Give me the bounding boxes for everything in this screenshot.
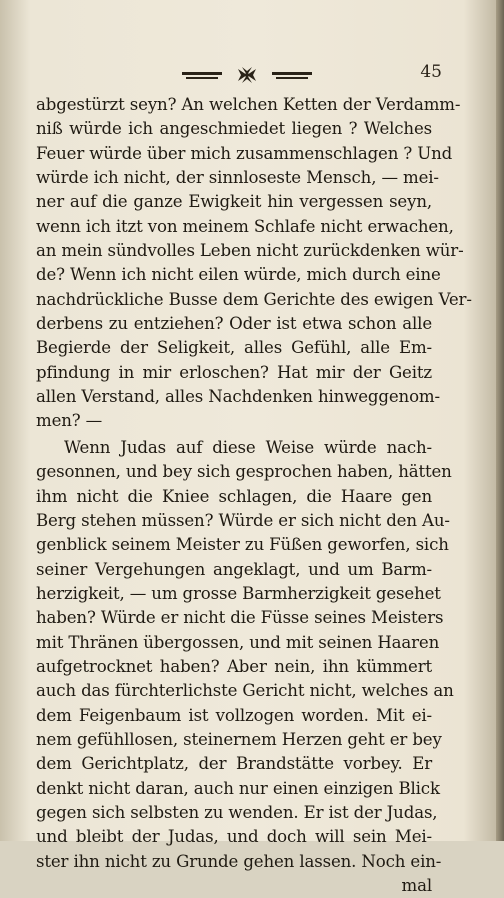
- paragraph: [36, 93, 472, 434]
- text-line: abgestürzt seyn? An welchen Ketten der Verdamm-: [36, 95, 461, 114]
- text-line: denkt nicht daran, auch nur einen einzigen Blick: [36, 778, 440, 798]
- text-line: de? Wenn ich nicht eilen würde, mich durch eine: [36, 265, 441, 285]
- text-line: an mein sündvolles Leben nicht zurückdenken wür-: [36, 241, 464, 261]
- text-line: auch das fürchterlichste Gericht nicht, welches an: [36, 681, 454, 701]
- text-line: derbens zu entziehen? Oder ist etwa schon alle: [36, 314, 432, 334]
- text-line: herzigkeit, — um grosse Barmherzigkeit gesehet: [36, 583, 441, 603]
- text-line: pfindung in mir erloschen? Hat mir der Geitz: [36, 362, 432, 382]
- text-line: dem Gerichtplatz, der Brandstätte vorbey. Er: [36, 754, 432, 774]
- text-line: gegen sich selbsten zu wenden. Er ist der Judas,: [36, 802, 438, 822]
- text-line: seiner Vergehungen angeklagt, und um Barm-: [36, 559, 432, 579]
- text-line: ner auf die ganze Ewigkeit hin vergessen seyn,: [36, 192, 432, 212]
- text-line: men? —: [36, 411, 103, 431]
- text-line: Begierde der Seligkeit, alles Gefühl, alle Em-: [36, 338, 432, 358]
- text-line: gesonnen, und bey sich gesprochen haben, hätten: [36, 462, 452, 482]
- text-line: Wenn Judas auf diese Weise würde nach-: [64, 437, 432, 457]
- text-line: nem gefühllosen, steinernem Herzen geht er bey: [36, 729, 442, 749]
- text-line: Feuer würde über mich zusammenschlagen ? Und: [36, 143, 453, 163]
- text-line: mit Thränen übergossen, und mit seinen Haaren: [36, 632, 440, 652]
- text-line: wenn ich itzt von meinem Schlafe nicht erwachen,: [36, 216, 454, 236]
- text-line: ihm nicht die Kniee schlagen, die Haare gen: [36, 486, 432, 506]
- text-line: Berg stehen müssen? Würde er sich nicht den Au-: [36, 510, 450, 530]
- ornament-divider-icon: [182, 66, 312, 84]
- body-text: [36, 93, 472, 898]
- page-edge: [496, 0, 504, 841]
- text-line: dem Feigenbaum ist vollzogen worden. Mit ei-: [36, 705, 432, 725]
- text-line: und bleibt der Judas, und doch will sein Mei-: [36, 827, 432, 847]
- text-line: ster ihn nicht zu Grunde gehen lassen. Noch ein-: [36, 851, 442, 871]
- text-line: nachdrückliche Busse dem Gerichte des ewigen Ver-: [36, 289, 472, 309]
- catchword: mal: [401, 876, 432, 895]
- text-line: würde ich nicht, der sinnloseste Mensch, — mei-: [36, 168, 439, 188]
- text-line: niß würde ich angeschmiedet liegen ? Welches: [36, 119, 432, 139]
- text-line: aufgetrocknet haben? Aber nein, ihn kümmert: [36, 656, 432, 676]
- paragraph: [36, 436, 454, 874]
- text-line: genblick seinem Meister zu Füßen geworfen, sich: [36, 535, 449, 555]
- text-line: allen Verstand, alles Nachdenken hinweggenom-: [36, 387, 440, 407]
- page-header: [30, 62, 440, 88]
- text-line: haben? Würde er nicht die Füsse seines Meisters: [36, 608, 444, 628]
- page-number: 45: [420, 62, 442, 82]
